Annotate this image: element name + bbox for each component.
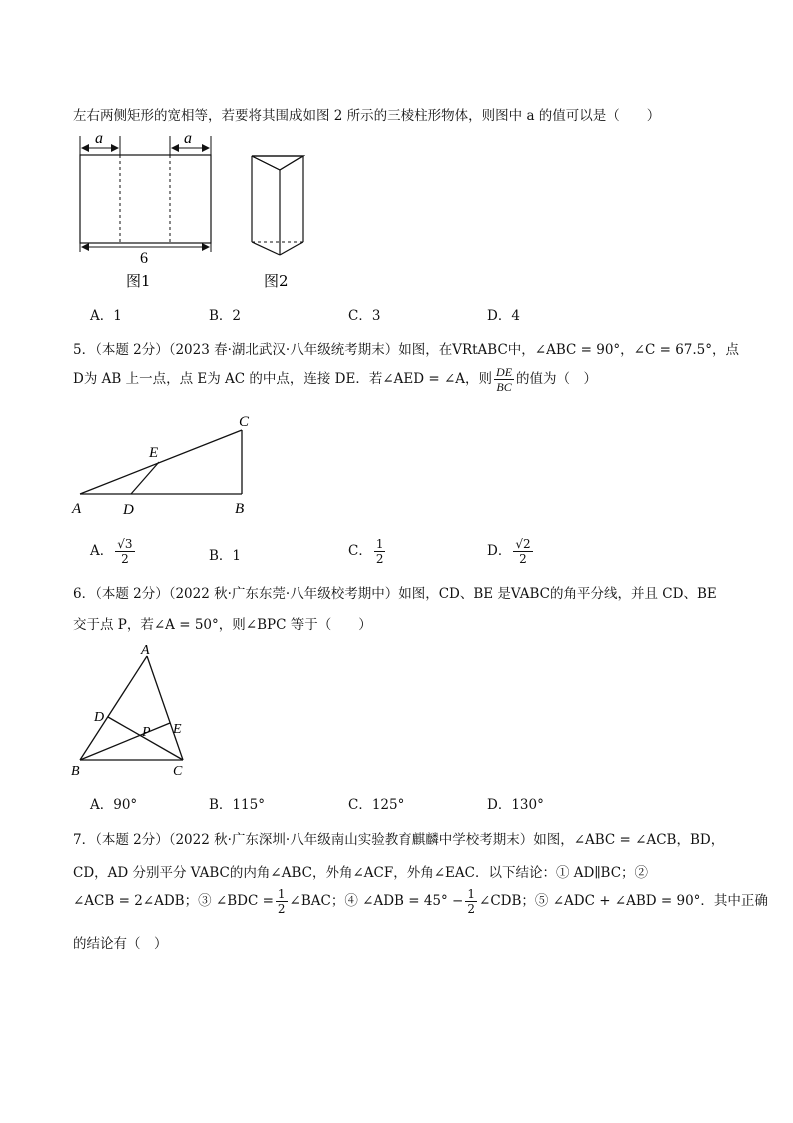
q5-label-b: B	[235, 501, 245, 517]
q4-stem: 左右两侧矩形的宽相等，若要将其围成如图 2 所示的三棱柱形物体，则图中 a 的值可以是（ ）	[73, 108, 661, 124]
q6-label-c: C	[173, 764, 183, 779]
q6-stem-line-1: 6．（本题 2分）（2022 秋·广东东莞·八年级校考期中）如图，CD、BE 是VABC的角平分线，并且 CD、BE	[73, 586, 717, 602]
q6-label-e: E	[173, 722, 182, 737]
q4-option-b: B．2	[209, 308, 242, 324]
q5-label-a: A	[72, 501, 82, 517]
q6-option-b: B．115°	[209, 797, 265, 813]
q7-stem-line-4: 的结论有（ ）	[73, 936, 168, 952]
fig1-label-a-right: a	[184, 130, 192, 147]
q6-figure	[65, 640, 205, 782]
q5-figure	[65, 410, 275, 522]
fig1-label-width: 6	[140, 250, 148, 267]
q5-option-a: A． $\frac{√3}{2}$	[90, 537, 133, 566]
q5-option-d: D． $\frac{√2}{2}$	[487, 537, 531, 566]
q6-option-a: A．90°	[90, 797, 138, 813]
q6-label-a: A	[141, 643, 150, 658]
q5-stem-line-1: 5．（本题 2分）（2023 春·湖北武汉·八年级统考期末）如图，在VRtABC中，∠ABC = 90°，∠C = 67.5°，点	[73, 342, 740, 358]
fig1-rectangle	[80, 155, 211, 243]
fig1-label-a-left: a	[95, 130, 103, 147]
q6-label-d: D	[94, 710, 105, 725]
q5-ratio-fraction: $\frac{DE}{BC}$	[496, 365, 513, 394]
q7-stem-line-2: CD，AD 分别平分 VABC的内角∠ABC，外角∠ACF，外角∠EAC．以下结论：① AD∥BC；②	[73, 865, 649, 881]
q5-option-c: C． $\frac{1}{2}$	[348, 537, 384, 566]
fig2-caption: 图2	[264, 272, 289, 290]
fig1-caption: 图1	[126, 272, 151, 290]
q5-option-b: B．1	[209, 548, 242, 564]
q6-stem-line-2: 交于点 P，若∠A = 50°，则∠BPC 等于（ ）	[73, 617, 372, 633]
q4-figure-2	[240, 140, 320, 295]
q6-label-p: P	[142, 725, 151, 740]
q4-figure-1	[70, 128, 230, 293]
q4-option-a: A．1	[90, 308, 122, 324]
q6-label-b: B	[71, 764, 80, 779]
q4-option-c: C．3	[348, 308, 381, 324]
q6-option-d: D．130°	[487, 797, 544, 813]
q5-label-d: D	[123, 502, 134, 518]
q5-label-c: C	[239, 414, 250, 430]
q7-stem-line-3: ∠ACB = 2∠ADB；③ ∠BDC = $\frac{1}{2}$ ∠BAC；④ ∠ADB = 45° − $\frac{1}{2}$ ∠CDB；⑤ ∠ADC + ∠ABD = 90°．其中正确	[73, 887, 768, 916]
q5-stem-line-2: D为 AB 上一点，点 E为 AC 的中点，连接 DE．若∠AED = ∠A，则 $\frac{DE}{BC}$ 的值为（ ）	[73, 365, 598, 394]
q6-option-c: C．125°	[348, 797, 405, 813]
q5-label-e: E	[149, 445, 159, 461]
q7-stem-line-1: 7．（本题 2分）（2022 秋·广东深圳·八年级南山实验教育麒麟中学校考期末）如图，∠ABC = ∠ACB，BD，	[73, 832, 725, 848]
q4-option-d: D．4	[487, 308, 520, 324]
